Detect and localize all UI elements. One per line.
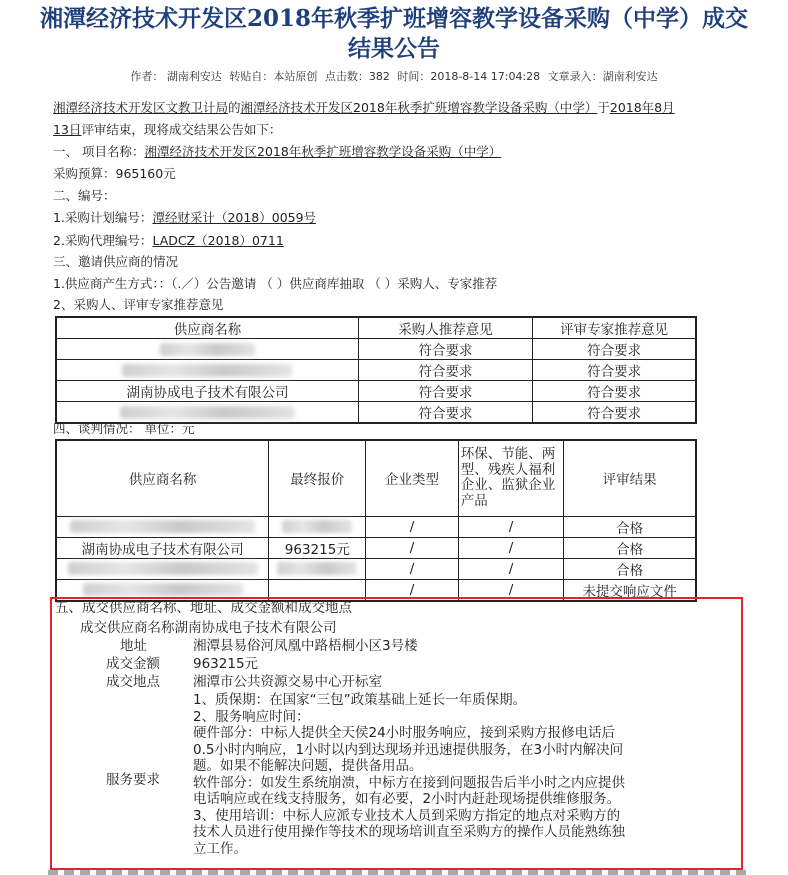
redacted-mark — [160, 343, 255, 356]
section-2-heading: 二、编号： — [53, 188, 116, 203]
table-cell: 符合要求 — [358, 381, 532, 402]
address-value: 湘潭县易俗河凤凰中路梧桐小区3号楼 — [193, 638, 418, 654]
address-label: 地址 — [120, 638, 147, 654]
purchaser-name: 湘潭经济技术开发区文教卫计局 — [53, 100, 229, 115]
project-name-row — [53, 144, 501, 160]
table-header: 采购人推荐意见 — [358, 317, 532, 339]
meta-time: 时间：2018-8-14 17:04:28 — [397, 70, 541, 83]
service-line: 硬件部分：中标人提供全天侯24小时服务响应，接到采购方报修电话后 — [193, 725, 616, 741]
negotiation-table — [55, 439, 697, 602]
place-value: 湘潭市公共资源交易中心开标室 — [193, 674, 382, 690]
table-row — [56, 339, 696, 360]
table-cell: 符合要求 — [533, 381, 696, 402]
section-5-heading: 五、成交供应商名称、地址、成交金额和成交地点 — [55, 600, 352, 616]
table-cell-redacted — [56, 516, 269, 537]
project-name-value: 湘潭经济技术开发区2018年秋季扩班增容教学设备采购（中学） — [144, 144, 502, 159]
table-cell: 合格 — [564, 558, 696, 579]
table-header: 企业类型 — [366, 440, 458, 516]
table-header-row — [56, 440, 696, 516]
table-cell: / — [458, 579, 564, 601]
meta-editor: 文章录入：湖南利安达 — [547, 70, 658, 83]
intro-line-2 — [53, 122, 281, 138]
table-row — [56, 381, 696, 402]
service-line: 题。如果不能解决问题，提供备用品。 — [193, 758, 423, 774]
table-cell: / — [366, 558, 458, 579]
table-header: 环保、节能、两型、残疾人福利企业、监狱企业产品 — [458, 440, 564, 516]
table-cell-redacted — [56, 360, 358, 381]
table-cell: 963215元 — [269, 537, 366, 558]
table-row — [56, 516, 696, 537]
table-header: 评审结果 — [564, 440, 696, 516]
page-title — [0, 4, 788, 64]
table-cell: 合格 — [564, 537, 696, 558]
agent-number-label: 2.采购代理编号： — [53, 233, 153, 248]
table-row — [56, 402, 696, 424]
title-line-2: 结果公告 — [348, 35, 440, 62]
plan-number-row — [53, 210, 316, 226]
table-cell: 符合要求 — [533, 339, 696, 360]
table-cell: 合格 — [564, 516, 696, 537]
table-row — [56, 360, 696, 381]
redacted-mark — [120, 406, 295, 419]
table-cell: / — [458, 516, 564, 537]
cut-off-text-row — [48, 868, 748, 875]
cut-off-text-mark — [48, 870, 748, 875]
redacted-mark — [70, 520, 255, 533]
agent-number-value: LADCZ（2018）0711 — [152, 233, 284, 248]
meta-hits: 点击数：382 — [324, 70, 390, 83]
project-name-label: 一、 项目名称： — [53, 144, 145, 159]
budget: 采购预算：965160元 — [53, 166, 176, 181]
title-line-1: 湘潭经济技术开发区2018年秋季扩班增容教学设备采购（中学）成交 — [39, 5, 748, 32]
table-row — [56, 537, 696, 558]
table-cell: 湖南协成电子技术有限公司 — [56, 537, 269, 558]
plan-number-value: 潭经财采计（2018）0059号 — [152, 210, 317, 225]
table-cell-redacted — [269, 558, 366, 579]
table-cell: 湖南协成电子技术有限公司 — [56, 381, 358, 402]
service-label: 服务要求 — [106, 772, 160, 788]
meta-source: 转贴自：本站原创 — [229, 70, 318, 83]
intro-text: 的 — [228, 100, 241, 115]
table-cell: 符合要求 — [358, 339, 532, 360]
table-cell: / — [366, 579, 458, 601]
redacted-mark — [68, 562, 258, 575]
service-line: 2、服务响应时间： — [193, 708, 310, 725]
project-name-inline: 湘潭经济技术开发区2018年秋季扩班增容教学设备采购（中学） — [240, 100, 598, 115]
winning-supplier-label: 成交供应商名称 — [80, 620, 175, 636]
table-header: 最终报价 — [269, 440, 366, 516]
table-cell-redacted — [269, 516, 366, 537]
service-line: 0.5小时内响应，1小时以内到达现场并迅速提供服务，在3小时内解决问 — [193, 741, 624, 758]
service-text — [193, 692, 625, 857]
table-cell: 符合要求 — [533, 360, 696, 381]
redacted-mark — [282, 520, 352, 533]
section-3-heading: 三、邀请供应商的情况 — [53, 254, 179, 269]
table-cell-redacted — [56, 558, 269, 579]
table-cell-redacted — [56, 339, 358, 360]
recommend-heading: 2、采购人、评审专家推荐意见 — [53, 297, 224, 312]
redacted-mark — [122, 364, 292, 377]
article-meta — [0, 68, 788, 84]
table-header: 评审专家推荐意见 — [533, 317, 696, 339]
table-header: 供应商名称 — [56, 440, 269, 516]
service-line: 3、使用培训：中标人应派专业技术人员到采购方指定的地点对采购方的 — [193, 807, 621, 824]
service-line: 1、质保期：在国家“三包”政策基础上延长一年质保期。 — [193, 692, 527, 708]
intro-text: 于 — [597, 100, 610, 115]
supplier-method: 1.供应商产生方式：：（.／）公告邀请 （ ）供应商库抽取 （ ）采购人、专家推荐 — [53, 276, 498, 291]
section-4-heading: 四、谈判情况： 单位：元 — [53, 421, 195, 436]
intro-line-1 — [53, 100, 675, 116]
review-date-part1: 2018年8月 — [609, 100, 675, 115]
table-cell: / — [366, 516, 458, 537]
redacted-mark — [83, 583, 243, 596]
service-line: 立工作。 — [193, 840, 247, 857]
table-cell: 符合要求 — [533, 402, 696, 424]
table-cell: / — [458, 537, 564, 558]
plan-number-label: 1.采购计划编号： — [53, 210, 153, 225]
amount-value: 963215元 — [193, 656, 259, 672]
table-header-row — [56, 317, 696, 339]
agent-number-row — [53, 233, 284, 249]
winning-supplier-value: 湖南协成电子技术有限公司 — [174, 620, 337, 636]
meta-author: 作者： 湖南利安达 — [130, 70, 222, 83]
table-row — [56, 558, 696, 579]
recommendation-table — [55, 316, 697, 424]
table-cell-redacted — [56, 402, 358, 424]
table-cell: 符合要求 — [358, 402, 532, 424]
service-line: 技术人员进行使用操作等技术的现场培训直至采购方的操作人员能熟练独 — [193, 824, 625, 840]
table-cell: 符合要求 — [358, 360, 532, 381]
amount-label: 成交金额 — [106, 656, 160, 672]
table-cell: 未提交响应文件 — [564, 579, 696, 601]
intro-text: 评审结束，现将成交结果公告如下： — [81, 122, 282, 137]
service-line: 电话响应或在线支持服务，如有必要，2小时内赶赴现场提供维修服务。 — [193, 791, 621, 807]
redacted-mark — [277, 562, 357, 575]
table-header: 供应商名称 — [56, 317, 358, 339]
review-date-part2: 13日 — [53, 122, 82, 137]
winning-supplier-row — [80, 620, 337, 637]
table-cell: / — [458, 558, 564, 579]
table-cell: / — [366, 537, 458, 558]
service-line: 软件部分：如发生系统崩溃，中标方在接到问题报告后半小时之内应提供 — [193, 774, 625, 791]
place-label: 成交地点 — [106, 674, 160, 690]
